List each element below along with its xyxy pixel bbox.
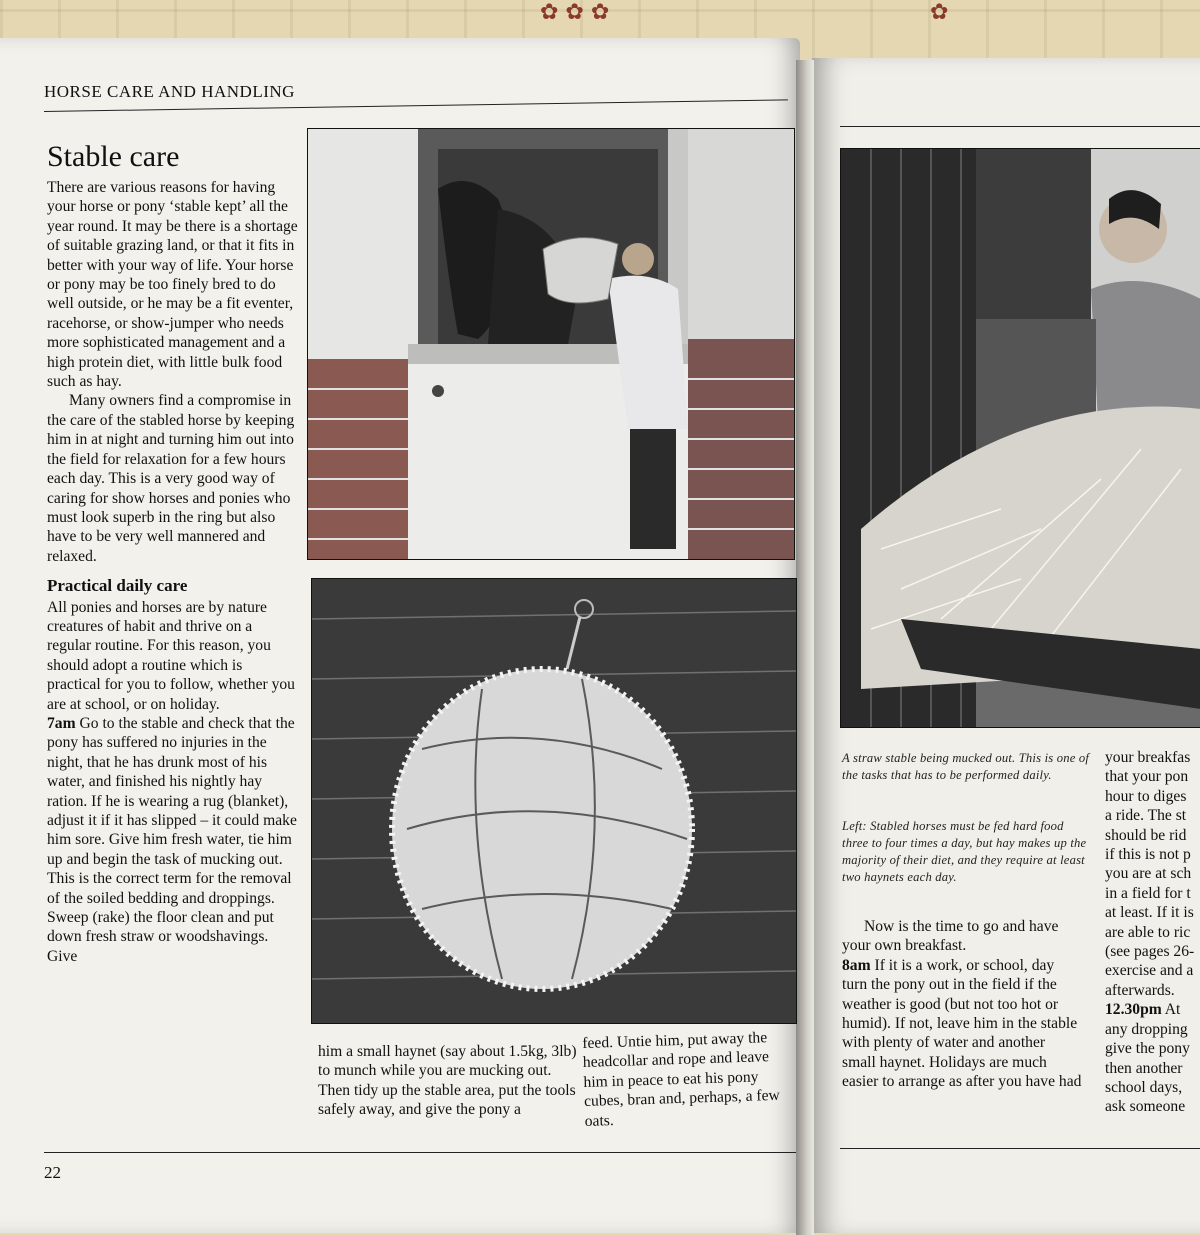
line: any dropping <box>1105 1020 1188 1038</box>
paragraph-8am <box>842 956 1082 1092</box>
line: then another <box>1105 1059 1183 1077</box>
text-column-1 <box>47 178 299 966</box>
subheading: Practical daily care <box>47 576 188 596</box>
line: in a field for t <box>1105 884 1191 902</box>
line: at least. If it is <box>1105 904 1194 922</box>
line: if this is not p <box>1105 846 1191 864</box>
paragraph: Many owners find a compromise in the care of the stabled horse by keeping him in at night and turning him out into the field for relaxation for a few hours each day. This is a very good way of caring for show horses and ponies who must look superb in the ring but also have to be very well mannered and relaxed. <box>47 392 295 565</box>
time-label: 8am <box>842 956 871 974</box>
paragraph: him a small haynet (say about 1.5kg, 3lb) to munch while you are mucking out. Then tidy up the stable area, put the tools safely away, and give the pony a <box>318 1043 577 1119</box>
caption-haynet: Left: Stabled horses must be fed hard food three to four times a day, but hay makes up the majority of their diet, and they require at least two haynets each day. <box>842 819 1087 884</box>
time-label: 12.30pm <box>1105 1001 1162 1019</box>
line: give the pony <box>1105 1040 1190 1058</box>
line: school days, <box>1105 1078 1183 1096</box>
page-number: 22 <box>44 1163 61 1182</box>
text-column-4 <box>842 917 1082 1092</box>
mat-pattern: ✿ <box>930 0 949 25</box>
line: are able to ric <box>1105 923 1191 941</box>
text-column-5 <box>1105 748 1200 1117</box>
paragraph: All ponies and horses are by nature creatures of habit and thrive on a regular routine. For this reason, you should adopt a routine which is practical for you to follow, whether you are at school, or on holiday. <box>47 598 295 713</box>
line <box>1105 1000 1200 1019</box>
time-label: 7am <box>47 714 76 732</box>
paragraph: feed. Untie him, put away the headcollar and rope and leave him in peace to eat his pony cubes, bran and, perhaps, a few oats. <box>582 1029 781 1130</box>
line: ask someone <box>1105 1098 1186 1116</box>
mat-pattern: ✿ ✿ ✿ <box>540 0 610 25</box>
paragraph-text: If it is a work, or school, day turn the pony out in the field if the weather is good (but not too hot or humid). If not, leave him in the stable with plenty of water and another small haynet. Holidays are much easier to arrange as after you have had <box>842 956 1082 1091</box>
header-rule-right <box>840 126 1200 127</box>
paragraph-text: Go to the stable and check that the pony has suffered no injuries in the night, that he has drunk most of his water, and finished his nightly hay ration. If he is wearing a rug (blanket), adjust it if it has slipped – it could make him sore. Give him fresh water, tie him up and begin the task of mucking out. This is the correct term for the removal of the soiled bedding and droppings. Sweep (rake) the floor clean and put down fresh straw or woodshavings. Give <box>47 714 297 965</box>
footer-rule-right <box>840 1148 1200 1149</box>
running-head: HORSE CARE AND HANDLING <box>44 82 295 101</box>
line: a ride. The st <box>1105 807 1187 825</box>
paragraph-7am <box>47 714 299 966</box>
line: hour to diges <box>1105 787 1187 805</box>
intro-paragraph: There are various reasons for having your horse or pony ‘stable kept’ all the year round. It may be there is a shortage of suitable grazing land, or that it fits in better with your way of life. Your horse or pony may be too finely bred to do well outside, or he may be a fit eventer, racehorse, or show-jumper who needs more sophisticated management and a high protein diet, with little bulk food such as hay. <box>47 179 298 391</box>
line: that your pon <box>1105 768 1189 786</box>
paragraph: Now is the time to go and have your own breakfast. <box>842 918 1059 955</box>
section-title: Stable care <box>47 140 180 173</box>
line: exercise and a <box>1105 962 1194 980</box>
line: afterwards. <box>1105 981 1175 999</box>
footer-rule <box>44 1152 796 1153</box>
photo-mucking-out <box>840 148 1200 728</box>
photo-horse-feeding <box>307 128 795 560</box>
line: (see pages 26- <box>1105 943 1195 961</box>
text-column-2 <box>318 1042 580 1120</box>
line: should be rid <box>1105 826 1187 844</box>
line-fragment: At <box>1164 1001 1181 1019</box>
line: your breakfas <box>1105 749 1191 766</box>
book-gutter <box>796 60 814 1235</box>
photo-haynet <box>311 578 797 1024</box>
text-column-3 <box>582 1027 797 1131</box>
caption-mucking-out: A straw stable being mucked out. This is one of the tasks that has to be performed daily. <box>842 751 1090 782</box>
line: you are at sch <box>1105 865 1192 883</box>
